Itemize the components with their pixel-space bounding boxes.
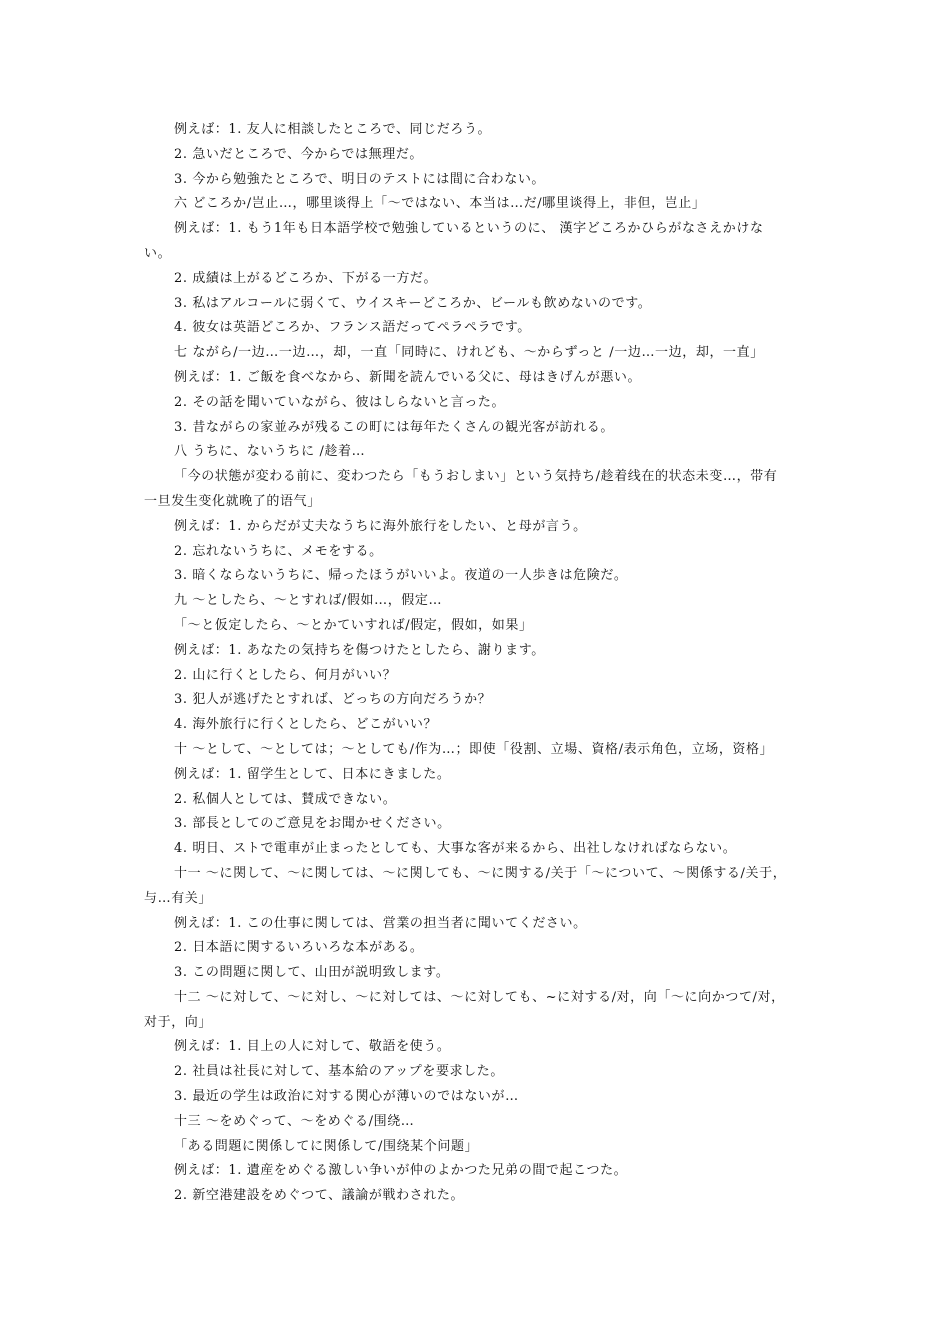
text-line: 3. 暗くならないうちに、帰ったほうがいいよ。夜道の一人歩きは危険だ。: [174, 568, 628, 584]
text-line: 例えば：1. もう1年も日本語学校で勉強しているというのに、 漢字どころかひらがなさえかけな: [174, 221, 764, 237]
text-line: 3. 昔ながらの家並みが残るこの町には毎年たくさんの観光客が訪れる。: [174, 419, 614, 435]
text-line: 十二 ～に対して、～に対し、～に対しては、～に対しても、~に対する/对，向「～に向かつて/对，: [174, 989, 785, 1005]
text-line: 十 ～として、～としては；～としても/作为…；即使「役割、立場、資格/表示角色，立场，资格」: [174, 741, 774, 757]
text-line: 3. 私はアルコールに弱くて、ウイスキーどころか、ビールも飲めないのです。: [174, 295, 652, 311]
text-line: 例えば：1. ご飯を食べなから、新聞を読んでいる父に、母はきげんが悪い。: [174, 369, 642, 385]
text-line: 例えば：1. からだが丈夫なうちに海外旅行をしたい、と母が言う。: [174, 518, 587, 534]
text-line: 八 うちに、ないうちに /趁着…: [174, 444, 366, 460]
text-line: 3. 部長としてのご意見をお聞かせください。: [174, 816, 451, 832]
text-line: 2. その話を聞いていながら、彼はしらないと言った。: [174, 394, 506, 410]
text-line: 3. 最近の学生は政治に対する関心が薄いのではないが…: [174, 1089, 519, 1105]
document-text: [144, 118, 808, 1209]
text-line: 2. 日本語に関するいろいろな本がある。: [174, 940, 424, 956]
text-line: 七 ながら/一边…一边…，却，一直「同時に、けれども、～からずっと /一边…一边，却，一直」: [174, 345, 764, 361]
text-line: 例えば：1. あなたの気持ちを傷つけたとしたら、謝ります。: [174, 642, 545, 658]
text-line: 十一 ～に関して、～に関しては、～に関しても、～に関する/关于「～について、～関係する/关于，: [174, 865, 787, 881]
text-line: 2. 社員は社長に対して、基本給のアップを要求した。: [174, 1064, 504, 1080]
text-line: 例えば：1. 友人に相談したところで、同じだろう。: [174, 122, 492, 137]
text-line: 2. 忘れないうちに、メモをする。: [174, 543, 383, 559]
text-line: 3. 今から勉強たところで、明日のテストには間に合わない。: [174, 171, 546, 187]
text-line: 3. この問題に関して、山田が説明致します。: [174, 965, 450, 981]
text-line: 3. 犯人が逃げたとすれば、どっちの方向だろうか？: [174, 692, 492, 708]
text-line: 例えば：1. 目上の人に対して、敬語を使う。: [174, 1039, 451, 1055]
text-line: 例えば：1. 遺産をめぐる激しい争いが仲のよかつた兄弟の間で起こつた。: [174, 1163, 628, 1179]
text-line: 2. 成績は上がるどころか、下がる一方だ。: [174, 270, 438, 286]
text-line: 4. 明日、ストで電車が止まったとしても、大事な客が来るから、出社しなければならない。: [174, 841, 737, 857]
text-line: 九 ～としたら、～とすれば/假如…，假定…: [174, 593, 443, 609]
text-line: 十三 ～をめぐって、～をめぐる/围绕…: [174, 1113, 415, 1129]
text-line: 「ある問題に関係してに関係して/围绕某个问题」: [174, 1138, 479, 1154]
text-line: 对于，向」: [144, 1014, 213, 1030]
text-line: い。: [144, 245, 172, 261]
text-line: 4. 海外旅行に行くとしたら、どこがいい？: [174, 717, 438, 733]
text-line: 「今の状態が変わる前に、変わつたら「もうおしまい」という気持ち/趁着线在的状态未变…，带有: [174, 469, 778, 485]
text-line: 2. 私個人としては、賛成できない。: [174, 791, 397, 807]
text-line: 一旦发生变化就晚了的语气」: [144, 493, 321, 509]
text-line: 例えば：1. この仕事に関しては、営業の担当者に聞いてください。: [174, 915, 587, 931]
text-line: 2. 急いだところで、今からでは無理だ。: [174, 146, 424, 162]
text-line: 例えば：1. 留学生として、日本にきました。: [174, 766, 451, 782]
text-line: 六 どころか/岂止…，哪里谈得上「～ではない、本当は…だ/哪里谈得上，非但，岂止」: [174, 196, 706, 212]
text-line: 「～と仮定したら、～とかていすれば/假定，假如，如果」: [174, 617, 533, 633]
text-line: 4. 彼女は英語どころか、フランス語だってペラペラです。: [174, 320, 531, 336]
text-line: 2. 山に行くとしたら、何月がいい？: [174, 667, 397, 683]
text-line: 2. 新空港建設をめぐつて、議論が戦わされた。: [174, 1188, 465, 1204]
text-line: 与…有关」: [144, 890, 213, 906]
